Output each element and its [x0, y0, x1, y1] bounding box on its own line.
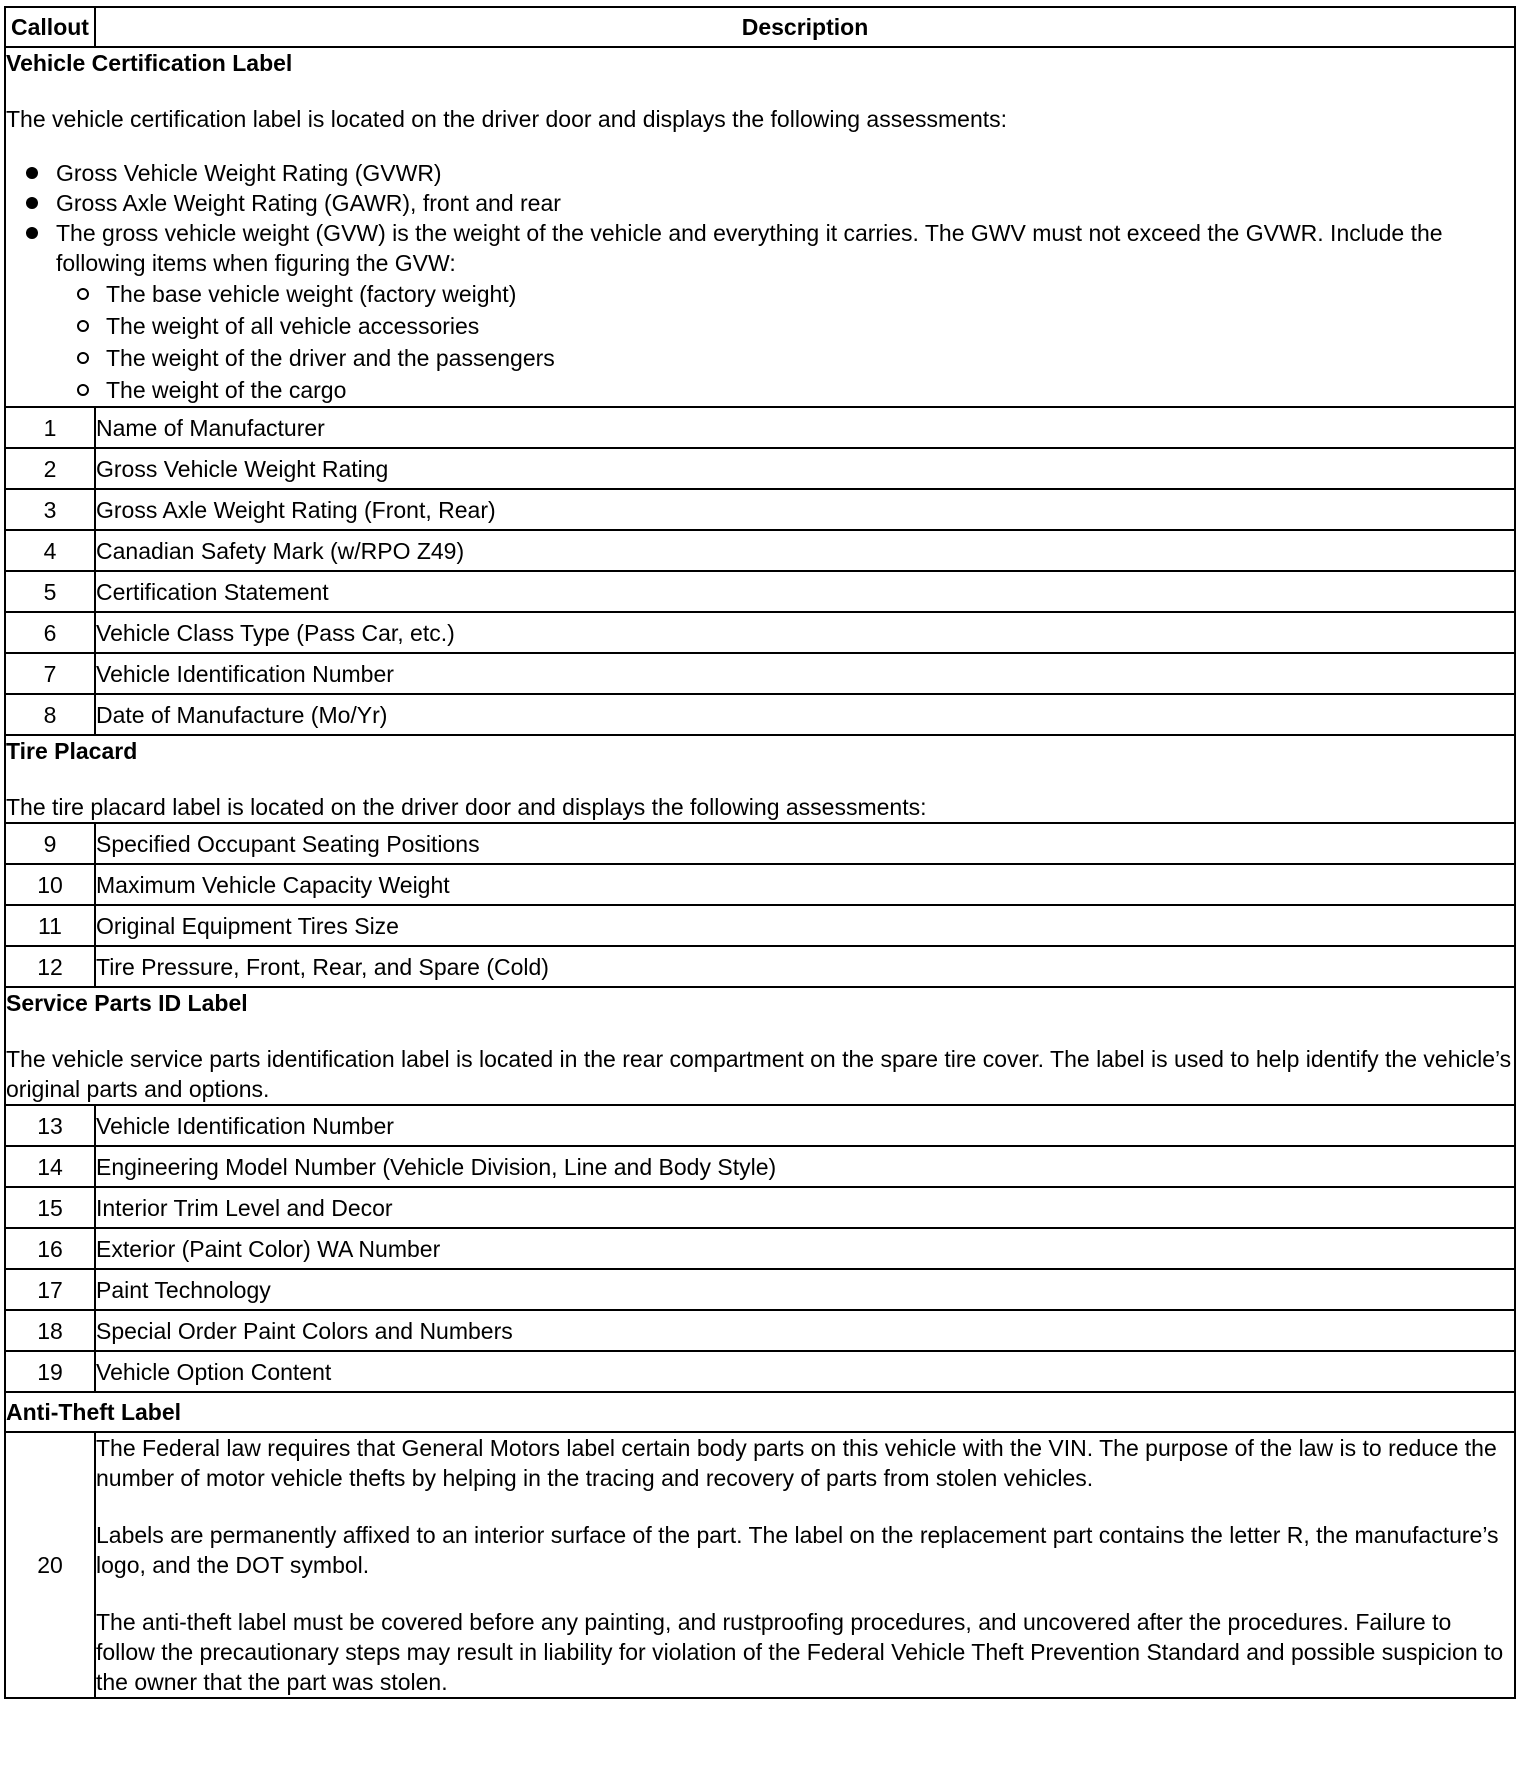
callout-number: 13 [5, 1105, 95, 1146]
sub-bullet-text: The weight of the cargo [106, 377, 347, 403]
section-title: Tire Placard [6, 738, 138, 764]
anti-theft-paragraph: The Federal law requires that General Motors label certain body parts on this vehicle with the VIN. The purpose of the law is to reduce the number of motor vehicle thefts by helping in the tracing and recovery of parts from stolen vehicles. [96, 1435, 1497, 1491]
callout-description: Vehicle Class Type (Pass Car, etc.) [95, 612, 1515, 653]
table-row [5, 905, 1515, 946]
anti-theft-description [95, 1432, 1515, 1698]
section-intro: The vehicle service parts identification label is located in the rear compartment on the spare tire cover. The label is used to help identify the vehicle’s original parts and options. [6, 1046, 1512, 1102]
callout-number: 6 [5, 612, 95, 653]
callout-number: 2 [5, 448, 95, 489]
callout-description: Vehicle Identification Number [95, 1105, 1515, 1146]
table-row [5, 1146, 1515, 1187]
table-row [5, 448, 1515, 489]
section-title: Service Parts ID Label [6, 990, 248, 1016]
sub-bullet-list [56, 278, 1514, 406]
table-row [5, 1228, 1515, 1269]
table-row [5, 946, 1515, 987]
section-intro: The vehicle certification label is located on the driver door and displays the following assessments: [6, 106, 1008, 132]
bullet-item [6, 218, 1514, 406]
bullet-text: Gross Vehicle Weight Rating (GVWR) [56, 160, 442, 186]
table-row [5, 1269, 1515, 1310]
table-row-anti-theft [5, 1432, 1515, 1698]
callout-number: 7 [5, 653, 95, 694]
sub-bullet-text: The base vehicle weight (factory weight) [106, 281, 517, 307]
hollow-bullet-icon [77, 320, 89, 332]
callout-number: 15 [5, 1187, 95, 1228]
section-cell [5, 987, 1515, 1105]
bullet-list [6, 158, 1514, 406]
callout-description: Gross Vehicle Weight Rating [95, 448, 1515, 489]
callout-description: Vehicle Option Content [95, 1351, 1515, 1392]
callout-description: Date of Manufacture (Mo/Yr) [95, 694, 1515, 735]
table-row [5, 1351, 1515, 1392]
section-row-anti-theft [5, 1392, 1515, 1432]
callout-number: 11 [5, 905, 95, 946]
callout-description: Interior Trim Level and Decor [95, 1187, 1515, 1228]
table-row [5, 1105, 1515, 1146]
table-row [5, 407, 1515, 448]
table-row [5, 694, 1515, 735]
bullet-dot-icon [26, 167, 38, 179]
hollow-bullet-icon [77, 352, 89, 364]
callout-description: Original Equipment Tires Size [95, 905, 1515, 946]
callout-description: Name of Manufacturer [95, 407, 1515, 448]
anti-theft-paragraph: The anti-theft label must be covered before any painting, and rustproofing procedures, and uncovered after the procedures. Failure to follow the precautionary steps may result in liability for violation of the Federal Vehicle Theft Prevention Standard and possible suspicion to the owner that the part was stolen. [96, 1609, 1504, 1695]
section-cell [5, 735, 1515, 823]
table-row [5, 1187, 1515, 1228]
sub-bullet-item [56, 342, 1514, 374]
callout-description: Paint Technology [95, 1269, 1515, 1310]
callout-number: 14 [5, 1146, 95, 1187]
callout-number: 5 [5, 571, 95, 612]
table-row [5, 823, 1515, 864]
callout-number: 17 [5, 1269, 95, 1310]
callout-description: Special Order Paint Colors and Numbers [95, 1310, 1515, 1351]
callout-description: Exterior (Paint Color) WA Number [95, 1228, 1515, 1269]
callout-description: Maximum Vehicle Capacity Weight [95, 864, 1515, 905]
bullet-dot-icon [26, 227, 38, 239]
table-row [5, 530, 1515, 571]
callout-number: 16 [5, 1228, 95, 1269]
header-row [5, 7, 1515, 47]
callout-description: Tire Pressure, Front, Rear, and Spare (Cold) [95, 946, 1515, 987]
callout-number: 3 [5, 489, 95, 530]
section-cell [5, 47, 1515, 407]
callout-number: 1 [5, 407, 95, 448]
section-intro: The tire placard label is located on the driver door and displays the following assessments: [6, 794, 927, 820]
section-row-service-parts-id [5, 987, 1515, 1105]
bullet-item [6, 158, 1514, 188]
callout-description: Specified Occupant Seating Positions [95, 823, 1515, 864]
table-row [5, 1310, 1515, 1351]
table-row [5, 864, 1515, 905]
table-row [5, 612, 1515, 653]
description-header: Description [95, 7, 1515, 47]
sub-bullet-text: The weight of the driver and the passengers [106, 345, 555, 371]
table-row [5, 571, 1515, 612]
section-row-tire-placard [5, 735, 1515, 823]
callout-description: Certification Statement [95, 571, 1515, 612]
hollow-bullet-icon [77, 384, 89, 396]
callout-description: Engineering Model Number (Vehicle Division, Line and Body Style) [95, 1146, 1515, 1187]
callout-number: 8 [5, 694, 95, 735]
section-title: Anti-Theft Label [6, 1399, 182, 1425]
sub-bullet-item [56, 278, 1514, 310]
sub-bullet-text: The weight of all vehicle accessories [106, 313, 480, 339]
callout-number: 19 [5, 1351, 95, 1392]
callout-number: 10 [5, 864, 95, 905]
callout-number: 12 [5, 946, 95, 987]
callout-description: Canadian Safety Mark (w/RPO Z49) [95, 530, 1515, 571]
hollow-bullet-icon [77, 288, 89, 300]
bullet-item [6, 188, 1514, 218]
section-row-vehicle-certification [5, 47, 1515, 407]
bullet-dot-icon [26, 197, 38, 209]
callout-number: 9 [5, 823, 95, 864]
sub-bullet-item [56, 374, 1514, 406]
sub-bullet-item [56, 310, 1514, 342]
callout-description: Gross Axle Weight Rating (Front, Rear) [95, 489, 1515, 530]
callout-table [4, 6, 1516, 1699]
table-row [5, 489, 1515, 530]
section-title: Vehicle Certification Label [6, 50, 293, 76]
table-row [5, 653, 1515, 694]
bullet-text: Gross Axle Weight Rating (GAWR), front and rear [56, 190, 561, 216]
callout-number: 20 [5, 1432, 95, 1698]
bullet-text: The gross vehicle weight (GVW) is the weight of the vehicle and everything it carries. The GWV must not exceed the GVWR. Include the following items when figuring the GVW: [56, 220, 1443, 276]
callout-description: Vehicle Identification Number [95, 653, 1515, 694]
anti-theft-paragraph: Labels are permanently affixed to an interior surface of the part. The label on the replacement part contains the letter R, the manufacture’s logo, and the DOT symbol. [96, 1522, 1499, 1578]
callout-number: 4 [5, 530, 95, 571]
callout-header: Callout [5, 7, 95, 47]
callout-number: 18 [5, 1310, 95, 1351]
section-cell [5, 1392, 1515, 1432]
